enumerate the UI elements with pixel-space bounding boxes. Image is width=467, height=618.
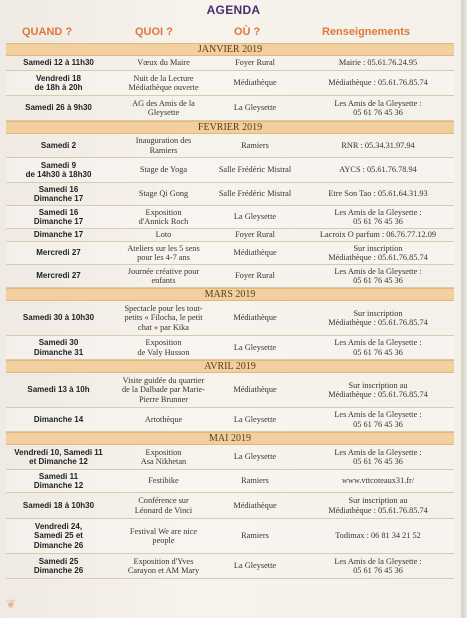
event-contact: RNR : 05.34.31.97.94 bbox=[341, 140, 415, 150]
event-contact: www.vttcoteaux31.fr/ bbox=[341, 476, 415, 486]
event-location: Ramiers bbox=[241, 140, 269, 150]
event-contact: Sur inscription Médiathèque : 05.61.76.85.74 bbox=[328, 308, 428, 327]
event-location: Médiathèque bbox=[233, 313, 277, 323]
agenda-row bbox=[6, 470, 454, 493]
event-date: Samedi 9 de 14h30 à 18h30 bbox=[25, 160, 92, 179]
month-rows bbox=[6, 56, 454, 121]
event-date: Samedi 25 Dimanche 26 bbox=[33, 556, 84, 575]
event-location: La Gleysette bbox=[233, 103, 277, 113]
event-date: Vendredi 10, Samedi 11 et Dimanche 12 bbox=[14, 447, 103, 466]
event-location: La Gleysette bbox=[233, 561, 277, 571]
event-location: Foyer Rural bbox=[235, 271, 275, 281]
event-title: Exposition Asa Nikhetan bbox=[140, 447, 187, 466]
agenda-row bbox=[6, 71, 454, 96]
event-location: Médiathèque bbox=[233, 78, 277, 88]
agenda-row bbox=[6, 265, 454, 288]
agenda-row bbox=[6, 206, 454, 229]
event-title: Journée créative pour enfants bbox=[127, 266, 200, 285]
header-when: QUAND ? bbox=[22, 26, 73, 38]
month-band: MAI 2019 bbox=[6, 432, 454, 445]
event-date: Samedi 26 à 9h30 bbox=[25, 103, 92, 113]
agenda-row bbox=[6, 96, 454, 121]
event-title: AG des Amis de la Gleysette bbox=[132, 98, 195, 117]
event-location: Foyer Rural bbox=[235, 58, 275, 68]
event-date: Samedi 12 à 11h30 bbox=[23, 58, 94, 68]
event-date: Samedi 11 Dimanche 12 bbox=[33, 471, 84, 490]
event-location: Médiathèque bbox=[233, 500, 277, 510]
event-title: Exposition d'Yves Carayon et AM Mary bbox=[127, 556, 200, 575]
event-date: Samedi 16 Dimanche 17 bbox=[33, 184, 84, 203]
event-title: Conférence sur Léonard de Vinci bbox=[134, 496, 193, 515]
event-date: Dimanche 14 bbox=[33, 414, 84, 424]
event-contact: Sur inscription au Médiathèque : 05.61.76.85.74 bbox=[328, 496, 428, 515]
agenda-row bbox=[6, 336, 454, 360]
event-contact: Les Amis de la Gleysette : 05 61 76 45 36 bbox=[334, 207, 422, 226]
event-title: Vœux du Maire bbox=[137, 58, 190, 68]
event-date: Samedi 16 Dimanche 17 bbox=[33, 207, 84, 226]
event-contact: Les Amis de la Gleysette : 05 61 76 45 36 bbox=[334, 447, 422, 466]
agenda-row bbox=[6, 493, 454, 519]
event-contact: Les Amis de la Gleysette : 05 61 76 45 36 bbox=[334, 266, 422, 285]
event-contact: Sur inscription au Médiathèque : 05.61.76.85.74 bbox=[328, 380, 428, 399]
event-title: Inauguration des Ramiers bbox=[135, 136, 192, 155]
event-contact: Todimax : 06 81 34 21 52 bbox=[335, 531, 421, 541]
event-date: Samedi 18 à 10h30 bbox=[22, 500, 95, 510]
month-rows bbox=[6, 301, 454, 360]
agenda-row bbox=[6, 229, 454, 242]
agenda-row bbox=[6, 519, 454, 554]
event-location: La Gleysette bbox=[233, 342, 277, 352]
header-where: OÙ ? bbox=[234, 26, 261, 38]
event-title: Loto bbox=[155, 230, 172, 240]
agenda-table bbox=[6, 43, 454, 579]
event-date: Samedi 30 à 10h30 bbox=[22, 313, 95, 323]
event-location: La Gleysette bbox=[233, 414, 277, 424]
agenda-row bbox=[6, 242, 454, 265]
event-date: Mercredi 27 bbox=[36, 248, 81, 258]
event-title: Artothèque bbox=[144, 414, 183, 424]
agenda-row bbox=[6, 56, 454, 71]
agenda-row bbox=[6, 373, 454, 408]
event-contact: AYCS : 05.61.76.78.94 bbox=[339, 165, 417, 175]
event-title: Spectacle pour les tout- petits « Filocha, le petit chat » par Kika bbox=[124, 303, 203, 332]
event-title: Ateliers sur les 5 sens pour les 4-7 ans bbox=[127, 243, 200, 262]
agenda-row bbox=[6, 301, 454, 336]
corner-ornament: ❦ bbox=[6, 597, 17, 611]
event-location: Salle Frédéric Mistral bbox=[218, 189, 292, 199]
event-contact: Médiathèque : 05.61.76.85.74 bbox=[328, 78, 428, 88]
event-title: Exposition de Valy Husson bbox=[137, 338, 190, 357]
month-rows bbox=[6, 134, 454, 288]
event-location: Ramiers bbox=[241, 531, 269, 541]
event-location: Ramiers bbox=[241, 476, 269, 486]
event-contact: Etre Son Tao : 05.61.64.31.93 bbox=[328, 189, 428, 199]
event-location: Salle Frédéric Mistral bbox=[218, 165, 292, 175]
event-title: Nuit de la Lecture Médiathèque ouverte bbox=[128, 73, 199, 92]
event-date: Dimanche 17 bbox=[33, 230, 84, 240]
event-contact: Lacroix O parfum : 06.76.77.12.09 bbox=[319, 230, 437, 240]
event-contact: Les Amis de la Gleysette : 05 61 76 45 36 bbox=[334, 338, 422, 357]
month-band: MARS 2019 bbox=[6, 288, 454, 301]
event-title: Stage Qi Gong bbox=[138, 189, 189, 199]
header-what: QUOI ? bbox=[135, 26, 173, 38]
month-band: JANVIER 2019 bbox=[6, 43, 454, 56]
header-info: Renseignements bbox=[322, 26, 411, 38]
agenda-row bbox=[6, 158, 454, 183]
page-edge bbox=[461, 0, 467, 618]
event-date: Vendredi 18 de 18h à 20h bbox=[34, 73, 83, 92]
month-band: AVRIL 2019 bbox=[6, 360, 454, 373]
event-title: Stage de Yoga bbox=[139, 165, 188, 175]
event-contact: Mairie : 05.61.76.24.95 bbox=[338, 58, 418, 68]
event-title: Exposition d'Annick Roch bbox=[138, 207, 189, 226]
event-date: Vendredi 24, Samedi 25 et Dimanche 26 bbox=[33, 521, 84, 550]
month-rows bbox=[6, 373, 454, 432]
event-location: La Gleysette bbox=[233, 212, 277, 222]
event-contact: Les Amis de la Gleysette : 05 61 76 45 36 bbox=[334, 410, 422, 429]
event-title: Visite guidée du quartier de la Dalbade par Marie- Pierre Brunner bbox=[122, 375, 205, 404]
event-date: Mercredi 27 bbox=[36, 271, 81, 281]
event-date: Samedi 30 Dimanche 31 bbox=[33, 338, 84, 357]
event-title: Festival We are nice people bbox=[129, 526, 198, 545]
agenda-row bbox=[6, 554, 454, 579]
event-contact: Les Amis de la Gleysette : 05 61 76 45 36 bbox=[334, 98, 422, 117]
event-location: Médiathèque bbox=[233, 385, 277, 395]
month-band: FEVRIER 2019 bbox=[6, 121, 454, 134]
agenda-row bbox=[6, 445, 454, 470]
agenda-row bbox=[6, 134, 454, 158]
month-rows bbox=[6, 445, 454, 579]
event-contact: Les Amis de la Gleysette : 05 61 76 45 36 bbox=[334, 556, 422, 575]
event-location: Médiathèque bbox=[233, 248, 277, 258]
agenda-row bbox=[6, 408, 454, 432]
event-location: La Gleysette bbox=[233, 452, 277, 462]
event-title: Festibike bbox=[148, 476, 179, 486]
event-date: Samedi 2 bbox=[40, 140, 77, 150]
event-contact: Sur inscription Médiathèque : 05.61.76.85.74 bbox=[328, 243, 428, 262]
agenda-row bbox=[6, 183, 454, 206]
event-location: Foyer Rural bbox=[235, 230, 275, 240]
event-date: Samedi 13 à 10h bbox=[27, 385, 90, 395]
page-title: AGENDA bbox=[206, 3, 261, 17]
